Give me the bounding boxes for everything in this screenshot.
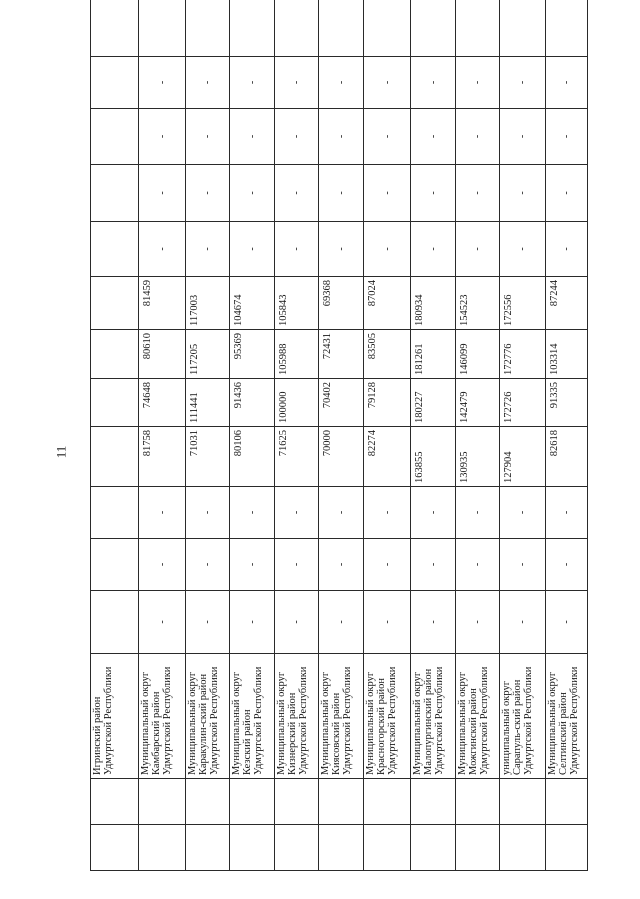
table-cell-dash: - — [319, 57, 364, 109]
table-cell-dash: - — [500, 222, 546, 277]
district-name-line: Удмуртской Республики — [479, 666, 490, 775]
table-cell-blank — [275, 779, 319, 825]
table-cell-dash: - — [456, 487, 500, 539]
data-table — [90, 0, 588, 871]
table-cell-dash: - — [139, 539, 186, 591]
table-cell-value: 172776 — [500, 330, 546, 379]
table-cell-dash: - — [500, 109, 546, 165]
table-cell-dash: - — [456, 109, 500, 165]
district-name-cell — [91, 654, 139, 779]
district-name-line: Муниципальный округ — [412, 671, 423, 775]
table-cell-dash: - — [500, 165, 546, 222]
table-container — [90, 43, 587, 871]
district-name-line: Муниципальный округ — [365, 671, 376, 775]
district-name-cell — [411, 654, 456, 779]
table-cell-dash: - — [275, 57, 319, 109]
table-cell-blank — [91, 57, 139, 109]
table-cell-value: 130935 — [456, 427, 500, 487]
table-cell-blank — [319, 779, 364, 825]
table-cell-value: 80610 — [139, 330, 186, 379]
table-cell-dash: - — [411, 57, 456, 109]
table-cell-value: 111441 — [186, 379, 230, 427]
table-cell-value: 180227 — [411, 379, 456, 427]
district-name-line: Муниципальный округ — [547, 671, 558, 775]
table-cell-dash: - — [456, 222, 500, 277]
table-cell-blank — [91, 165, 139, 222]
table-cell-blank — [500, 825, 546, 871]
table-cell-blank — [91, 825, 139, 871]
table-cell-dash: - — [186, 222, 230, 277]
district-name-line: Игринский район — [92, 696, 103, 775]
table-cell-blank — [139, 825, 186, 871]
table-cell-blank — [546, 0, 588, 57]
district-name-line: Муниципальный округ — [320, 671, 331, 775]
table-cell-dash: - — [411, 165, 456, 222]
table-cell-value: 95369 — [230, 330, 275, 379]
table-cell-blank — [456, 779, 500, 825]
district-name-line: Муниципальный округ — [140, 671, 151, 775]
table-cell-dash: - — [546, 222, 588, 277]
rotated-table-frame — [90, 43, 587, 871]
table-cell-blank — [186, 0, 230, 57]
table-cell-value: 104674 — [230, 277, 275, 330]
district-name-line: Можгинский район — [468, 688, 479, 775]
district-name-line: Камбарский район — [151, 691, 162, 775]
table-cell-blank — [319, 825, 364, 871]
table-cell-value: 83505 — [364, 330, 411, 379]
table-cell-dash: - — [364, 57, 411, 109]
table-cell-dash: - — [230, 109, 275, 165]
table-row — [275, 0, 319, 871]
table-cell-blank — [230, 0, 275, 57]
table-row — [139, 0, 186, 871]
table-cell-dash: - — [319, 222, 364, 277]
table-cell-dash: - — [411, 109, 456, 165]
table-cell-dash: - — [500, 57, 546, 109]
table-cell-blank — [456, 0, 500, 57]
table-cell-blank — [364, 779, 411, 825]
table-cell-blank — [364, 0, 411, 57]
table-cell-dash: - — [411, 591, 456, 654]
table-cell-blank — [546, 825, 588, 871]
table-cell-value: 100000 — [275, 379, 319, 427]
district-name-line: Удмуртской Республики — [298, 666, 309, 775]
table-cell-value: 82274 — [364, 427, 411, 487]
table-cell-blank — [275, 0, 319, 57]
district-name-cell — [319, 654, 364, 779]
table-cell-dash: - — [275, 109, 319, 165]
table-cell-blank — [411, 825, 456, 871]
table-cell-blank — [275, 825, 319, 871]
table-cell-value: 69368 — [319, 277, 364, 330]
table-cell-dash: - — [139, 165, 186, 222]
table-cell-value: 71625 — [275, 427, 319, 487]
table-cell-blank — [139, 0, 186, 57]
district-name-line: Селтинский район — [558, 692, 569, 775]
table-cell-blank — [91, 779, 139, 825]
table-cell-dash: - — [500, 591, 546, 654]
table-cell-value: 74648 — [139, 379, 186, 427]
table-cell-dash: - — [139, 487, 186, 539]
table-cell-blank — [456, 825, 500, 871]
district-name-line: Красногорский район — [376, 677, 387, 775]
table-cell-value: 79128 — [364, 379, 411, 427]
district-name-line: Киясовский район — [331, 692, 342, 775]
table-cell-dash: - — [230, 539, 275, 591]
table-cell-blank — [91, 277, 139, 330]
district-name-line: Удмуртской Республики — [253, 666, 264, 775]
page-number: 11 — [53, 445, 69, 459]
table-cell-value: 181261 — [411, 330, 456, 379]
table-cell-dash: - — [456, 165, 500, 222]
table-cell-dash: - — [275, 487, 319, 539]
table-cell-blank — [411, 0, 456, 57]
district-name-line: Муниципальный округ — [187, 671, 198, 775]
table-cell-dash: - — [546, 109, 588, 165]
district-name-line: Удмуртской Республики — [569, 666, 580, 775]
table-cell-value: 117003 — [186, 277, 230, 330]
district-name-cell — [546, 654, 588, 779]
table-cell-value: 117205 — [186, 330, 230, 379]
table-cell-dash: - — [364, 487, 411, 539]
district-name-line: Муниципальный округ — [231, 671, 242, 775]
table-cell-blank — [91, 379, 139, 427]
table-cell-dash: - — [546, 591, 588, 654]
table-cell-value: 81459 — [139, 277, 186, 330]
table-cell-dash: - — [411, 222, 456, 277]
table-cell-dash: - — [186, 539, 230, 591]
district-name-cell — [456, 654, 500, 779]
table-cell-dash: - — [319, 591, 364, 654]
table-row — [91, 0, 139, 871]
table-cell-value: 70000 — [319, 427, 364, 487]
table-cell-blank — [139, 779, 186, 825]
table-cell-value: 180934 — [411, 277, 456, 330]
district-name-line: Кизнерский район — [287, 692, 298, 775]
table-cell-value: 105843 — [275, 277, 319, 330]
table-cell-value: 103314 — [546, 330, 588, 379]
table-cell-blank — [500, 0, 546, 57]
table-cell-blank — [546, 779, 588, 825]
table-cell-blank — [319, 0, 364, 57]
table-cell-blank — [91, 487, 139, 539]
table-cell-dash: - — [139, 109, 186, 165]
table-cell-dash: - — [319, 487, 364, 539]
district-name-line: Сарапуль-ский район — [512, 679, 523, 775]
district-name-line: Малопургинский район — [423, 668, 434, 775]
district-name-cell — [230, 654, 275, 779]
table-cell-dash: - — [275, 591, 319, 654]
table-cell-dash: - — [186, 591, 230, 654]
district-name-cell — [186, 654, 230, 779]
district-name-cell — [500, 654, 546, 779]
table-cell-dash: - — [456, 591, 500, 654]
table-row — [230, 0, 275, 871]
table-row — [411, 0, 456, 871]
table-cell-dash: - — [546, 57, 588, 109]
table-cell-blank — [91, 591, 139, 654]
table-cell-dash: - — [319, 109, 364, 165]
table-cell-value: 172726 — [500, 379, 546, 427]
table-cell-dash: - — [456, 539, 500, 591]
table-cell-value: 172556 — [500, 277, 546, 330]
district-name-line: униципальный округ — [501, 680, 512, 775]
district-name-line: Удмуртской Республики — [387, 666, 398, 775]
table-cell-blank — [91, 109, 139, 165]
table-cell-dash: - — [275, 222, 319, 277]
district-name-line: Муниципальный округ — [276, 671, 287, 775]
table-cell-value: 82618 — [546, 427, 588, 487]
table-cell-blank — [500, 779, 546, 825]
district-name-line: Каракулин-ский район — [198, 673, 209, 775]
district-name-line: Удмуртской Республики — [162, 666, 173, 775]
district-name-cell — [139, 654, 186, 779]
table-cell-dash: - — [230, 487, 275, 539]
table-body — [91, 0, 588, 871]
table-cell-dash: - — [411, 539, 456, 591]
district-name-line: Удмуртской Республики — [342, 666, 353, 775]
table-cell-dash: - — [275, 539, 319, 591]
table-cell-blank — [91, 330, 139, 379]
table-cell-dash: - — [275, 165, 319, 222]
table-row — [546, 0, 588, 871]
table-cell-dash: - — [139, 222, 186, 277]
table-row — [319, 0, 364, 871]
table-cell-dash: - — [319, 165, 364, 222]
table-cell-dash: - — [546, 165, 588, 222]
table-cell-dash: - — [411, 487, 456, 539]
table-cell-dash: - — [364, 109, 411, 165]
table-cell-value: 72431 — [319, 330, 364, 379]
table-cell-value: 146099 — [456, 330, 500, 379]
table-cell-dash: - — [186, 487, 230, 539]
table-cell-dash: - — [546, 487, 588, 539]
table-cell-blank — [91, 427, 139, 487]
district-name-cell — [275, 654, 319, 779]
table-row — [500, 0, 546, 871]
table-cell-value: 127904 — [500, 427, 546, 487]
table-cell-value: 71031 — [186, 427, 230, 487]
table-cell-blank — [364, 825, 411, 871]
table-row — [364, 0, 411, 871]
table-cell-dash: - — [456, 57, 500, 109]
table-cell-value: 163855 — [411, 427, 456, 487]
table-cell-dash: - — [500, 539, 546, 591]
table-cell-value: 87244 — [546, 277, 588, 330]
district-name-line: Удмуртской Республики — [523, 666, 534, 775]
table-cell-blank — [91, 539, 139, 591]
table-cell-value: 80106 — [230, 427, 275, 487]
table-cell-blank — [230, 779, 275, 825]
table-cell-value: 81758 — [139, 427, 186, 487]
table-cell-dash: - — [186, 57, 230, 109]
table-cell-dash: - — [364, 222, 411, 277]
table-cell-dash: - — [230, 222, 275, 277]
table-cell-blank — [230, 825, 275, 871]
table-cell-value: 154523 — [456, 277, 500, 330]
district-name-line: Удмуртской Республики — [434, 666, 445, 775]
table-cell-dash: - — [186, 165, 230, 222]
table-cell-value: 91335 — [546, 379, 588, 427]
table-cell-dash: - — [230, 165, 275, 222]
table-cell-value: 87024 — [364, 277, 411, 330]
district-name-line: Удмуртской Республики — [209, 666, 220, 775]
table-cell-blank — [91, 222, 139, 277]
district-name-line: Кезский район — [242, 709, 253, 775]
table-cell-dash: - — [364, 165, 411, 222]
table-cell-dash: - — [186, 109, 230, 165]
table-cell-dash: - — [139, 57, 186, 109]
district-name-line: Муниципальный округ — [457, 671, 468, 775]
table-cell-dash: - — [230, 591, 275, 654]
table-cell-blank — [186, 825, 230, 871]
table-cell-blank — [91, 0, 139, 57]
table-row — [186, 0, 230, 871]
table-cell-blank — [411, 779, 456, 825]
table-cell-dash: - — [139, 591, 186, 654]
table-cell-dash: - — [364, 591, 411, 654]
table-cell-value: 142479 — [456, 379, 500, 427]
table-cell-value: 70402 — [319, 379, 364, 427]
table-cell-value: 91436 — [230, 379, 275, 427]
table-cell-dash: - — [546, 539, 588, 591]
district-name-cell — [364, 654, 411, 779]
table-row — [456, 0, 500, 871]
table-cell-value: 105988 — [275, 330, 319, 379]
table-cell-blank — [186, 779, 230, 825]
district-name-line: Удмуртской Республики — [103, 666, 114, 775]
table-cell-dash: - — [364, 539, 411, 591]
table-cell-dash: - — [500, 487, 546, 539]
table-cell-dash: - — [230, 57, 275, 109]
table-cell-dash: - — [319, 539, 364, 591]
